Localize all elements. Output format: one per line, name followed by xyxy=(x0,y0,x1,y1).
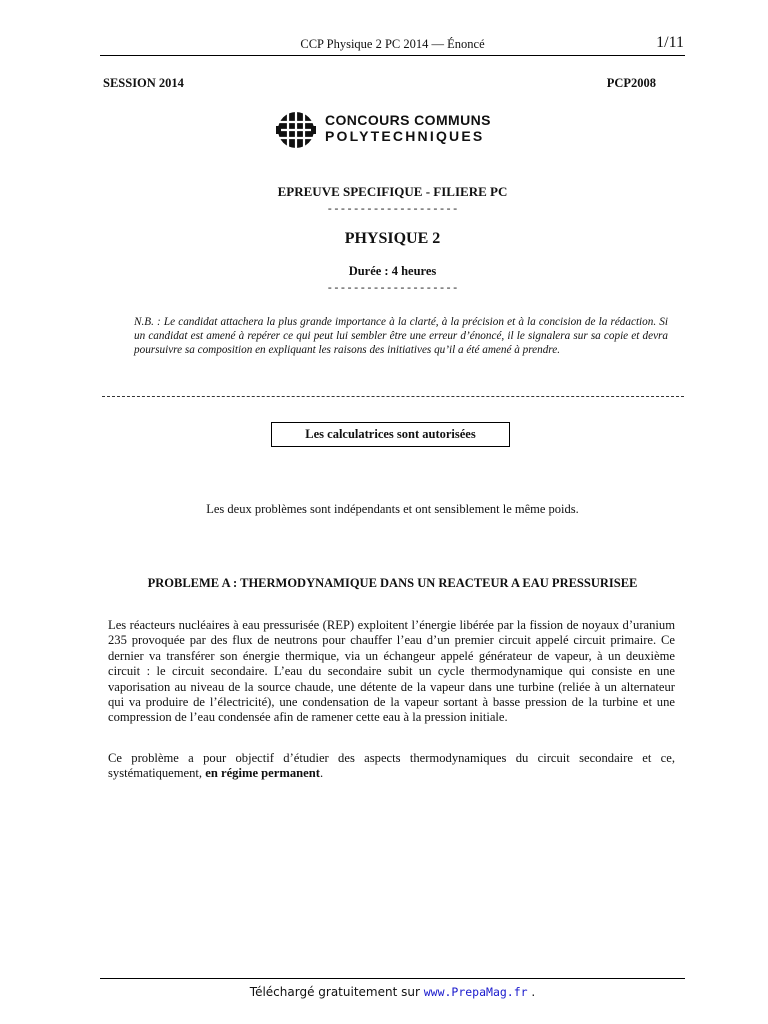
calculators-notice: Les calculatrices sont autorisées xyxy=(271,422,510,447)
exam-title: EPREUVE SPECIFIQUE - FILIERE PC xyxy=(277,184,508,199)
exam-code: PCP2008 xyxy=(606,76,656,90)
objective-end: . xyxy=(319,766,324,781)
dashed-divider xyxy=(102,396,684,397)
footer-text: Téléchargé gratuitement sur xyxy=(249,985,424,999)
logo-line-2: POLYTECHNIQUES xyxy=(325,128,485,144)
objective-text: Ce problème a pour objectif d’étudier des aspects thermodynamiques du circuit secondaire et ce, systématiquement, xyxy=(108,751,675,781)
ccp-logo-icon xyxy=(276,110,316,150)
objective-emphasis: en régime permanent xyxy=(205,766,320,781)
footer xyxy=(100,985,685,999)
session-label: SESSION 2014 xyxy=(103,76,184,90)
logo-wordmark xyxy=(325,112,491,144)
header-rule xyxy=(100,55,685,56)
prepamag-link[interactable]: www.PrepaMag.fr xyxy=(423,985,528,999)
separator-dashes: -------------------- xyxy=(326,283,459,295)
independence-statement: Les deux problèmes sont indépendants et ont sensiblement le même poids. xyxy=(206,502,579,516)
objective-paragraph xyxy=(108,751,675,782)
nb-note: N.B. : Le candidat attachera la plus grande importance à la clarté, à la précision et à la concision de la rédaction. Si un candidat est amené à repérer ce qui peut lui sembler être une erreur d’énoncé, il le signalera sur sa copie et devra poursuivre sa composition en expliquant les raisons des initiatives qu’il a été amené à prendre. xyxy=(134,316,668,356)
logo-line-1: CONCOURS COMMUNS xyxy=(325,112,491,128)
separator-dashes: -------------------- xyxy=(326,204,459,216)
running-header-title: CCP Physique 2 PC 2014 — Énoncé xyxy=(300,37,485,51)
page-number: 1/11 xyxy=(656,34,684,51)
intro-paragraph: Les réacteurs nucléaires à eau pressurisée (REP) exploitent l’énergie libérée par la fission de noyaux d’uranium 235 provoquée par des flux de neutrons pour chauffer l’eau d’un premier circuit appelé circuit primaire. Ce dernier va transférer son énergie thermique, via un échangeur appelé générateur de vapeur, à un deuxième circuit : le circuit secondaire. L’eau du secondaire subit un cycle thermodynamique qui consiste en une vaporisation au niveau de la source chaude, une détente de la vapeur dans une turbine (reliée à un alternateur qui va produire de l’électricité), une condensation de la vapeur sortant à basse pression de la turbine et une compression de l’eau condensée afin de ramener cette eau à la pression initiale. xyxy=(108,618,675,725)
problem-a-title: PROBLEME A : THERMODYNAMIQUE DANS UN REACTEUR A EAU PRESSURISEE xyxy=(147,576,638,590)
footer-end: . xyxy=(527,985,536,999)
footer-rule xyxy=(100,978,685,979)
subject-title: PHYSIQUE 2 xyxy=(344,230,441,247)
exam-duration: Durée : 4 heures xyxy=(348,264,437,278)
